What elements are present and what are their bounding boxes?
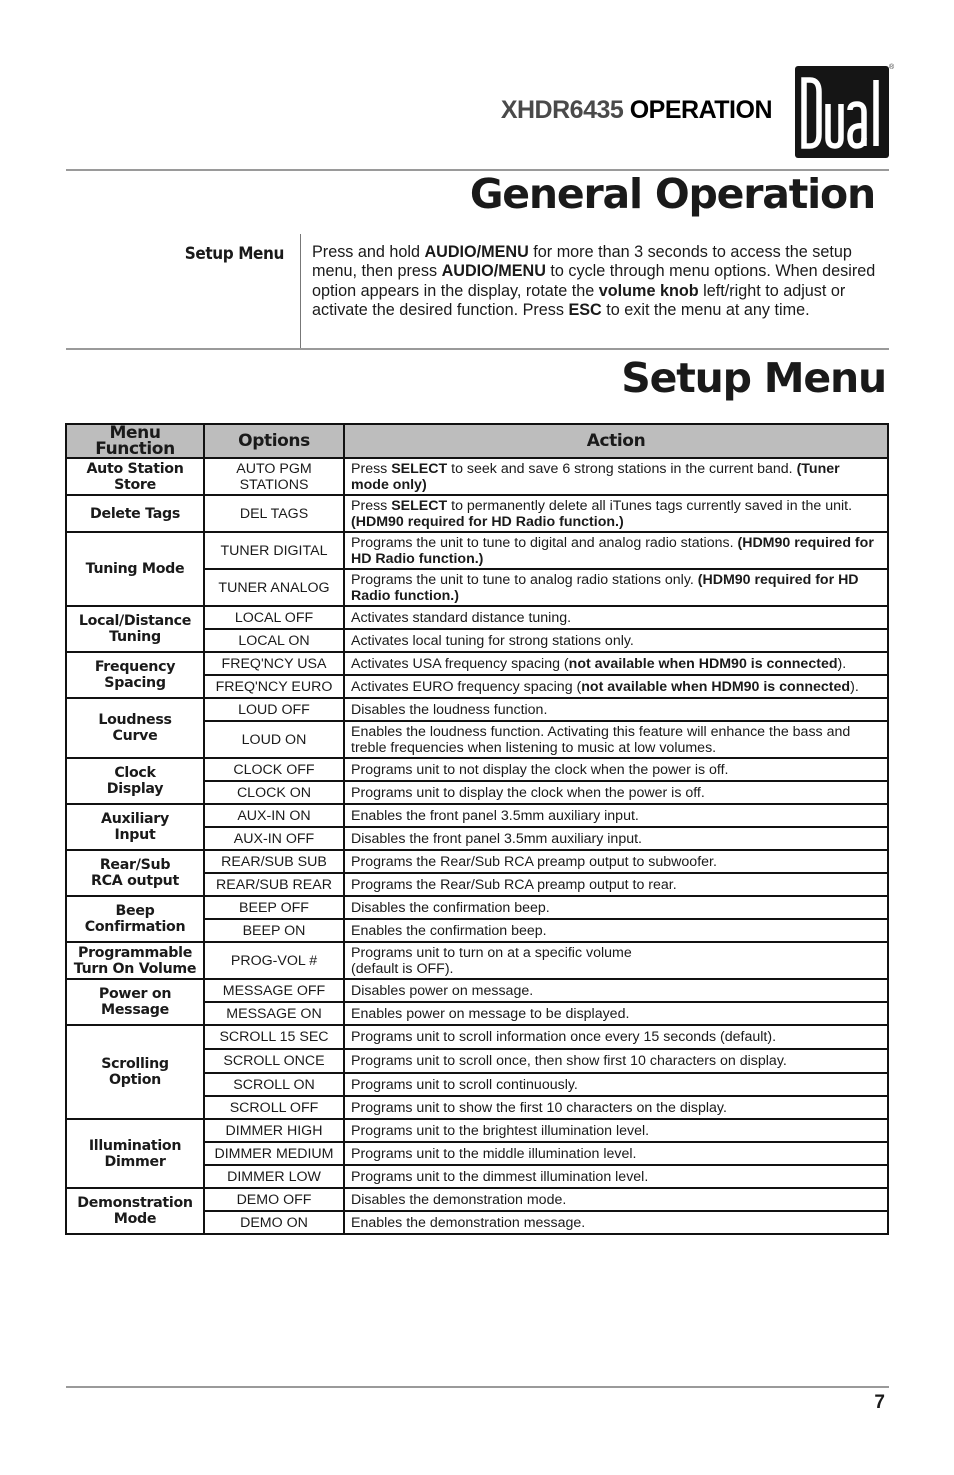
table-row: [66, 979, 888, 1002]
text-run: Enables the loudness function. Activating this feature will enhance the bass and treble frequencies when listening to music at low volumes.: [351, 723, 851, 756]
bold-text: (HDM90 required for HD Radio function.): [351, 571, 859, 604]
dual-logo: [795, 66, 889, 158]
text-run: Press: [351, 497, 392, 514]
table-row: [66, 1025, 888, 1049]
bold-text: volume knob: [598, 281, 699, 300]
menu-function-label: Dimmer: [104, 1153, 166, 1170]
option-label: PROG-VOL #: [230, 952, 318, 969]
action-cell: [344, 781, 888, 804]
bold-text: (HDM90 required for HD Radio function.): [351, 513, 624, 530]
table-row: [66, 495, 888, 532]
option-cell: [204, 873, 344, 896]
action-cell: [344, 629, 888, 652]
option-cell: [204, 979, 344, 1002]
model-number: XHDR6435: [500, 96, 624, 124]
bold-text: AUDIO/MENU: [441, 262, 546, 281]
option-label: BEEP OFF: [239, 899, 309, 916]
menu-function-cell: [66, 850, 204, 896]
option-cell: [204, 495, 344, 532]
table-row: [66, 758, 888, 781]
menu-function-cell: [66, 1119, 204, 1188]
text-run: Activates EURO frequency spacing (: [351, 678, 582, 695]
table-header-row: [66, 424, 888, 458]
text-run: Enables the confirmation beep.: [351, 922, 547, 939]
option-cell: [204, 532, 344, 569]
menu-function-cell: [66, 532, 204, 606]
menu-function-cell: [66, 758, 204, 804]
option-label: AUX-IN ON: [237, 807, 311, 824]
action-cell: [344, 896, 888, 919]
bold-text: not available when HDM90 is connected: [581, 678, 851, 695]
text-run: Programs unit to the brightest illumination level.: [351, 1122, 650, 1139]
action-cell: [344, 1165, 888, 1188]
table-row: [66, 1119, 888, 1142]
text-run: Disables the loudness function.: [351, 701, 548, 718]
menu-function-label: Demonstration: [77, 1195, 193, 1211]
option-label: MESSAGE ON: [226, 1005, 322, 1022]
option-cell: [204, 1073, 344, 1096]
option-cell: [204, 850, 344, 873]
menu-function-label: Curve: [112, 728, 158, 744]
option-cell: [204, 698, 344, 721]
menu-function-label: Tuning: [109, 629, 161, 645]
text-run: Programs the unit to tune to analog radio stations only.: [351, 571, 698, 588]
action-cell: [344, 804, 888, 827]
option-label: DIMMER LOW: [227, 1168, 321, 1185]
option-cell: [204, 781, 344, 804]
text-run: Programs unit to scroll continuously.: [351, 1076, 578, 1093]
footer-rule: [66, 1386, 889, 1388]
action-cell: [344, 919, 888, 942]
bold-text: ESC: [568, 301, 602, 320]
menu-function-label: Scrolling: [101, 1056, 169, 1072]
text-run: to cycle through menu options. When desired option appears in the display, rotate the: [312, 262, 876, 300]
text-run: Enables the front panel 3.5mm auxiliary input.: [351, 807, 639, 824]
option-label: DIMMER HIGH: [225, 1122, 323, 1139]
option-cell: [204, 629, 344, 652]
menu-function-cell: [66, 606, 204, 652]
table-row: [66, 804, 888, 827]
general-operation-title: General Operation: [469, 170, 875, 218]
option-cell: [204, 896, 344, 919]
table-row: [66, 698, 888, 721]
text-run: Disables the confirmation beep.: [351, 899, 550, 916]
text-run: Press: [351, 460, 392, 477]
option-cell: [204, 569, 344, 606]
table-row: [66, 942, 888, 979]
action-cell: [344, 979, 888, 1002]
option-label: AUX-IN OFF: [233, 830, 315, 847]
option-label: BEEP ON: [242, 922, 306, 939]
menu-function-label: Spacing: [104, 675, 166, 691]
text-run: to seek and save 6 strong stations in the current band.: [447, 460, 797, 477]
action-cell: [344, 850, 888, 873]
text-run: Programs unit to scroll information once every 15 seconds (default).: [351, 1029, 777, 1045]
intro-divider: [300, 234, 301, 348]
option-cell: [204, 1188, 344, 1211]
page-number: 7: [874, 1392, 885, 1413]
intro-rule: [66, 348, 889, 350]
action-cell: [344, 1096, 888, 1119]
menu-function-cell: [66, 804, 204, 850]
menu-function-label: Illumination: [88, 1137, 182, 1154]
text-run: Press and hold: [312, 243, 425, 261]
text-run: (default is OFF).: [351, 960, 454, 977]
option-cell: [204, 758, 344, 781]
header-options: Options: [204, 424, 344, 458]
intro-label: Setup Menu: [184, 244, 284, 264]
menu-function-cell: [66, 458, 204, 495]
table-row: [66, 850, 888, 873]
bold-text: (HDM90 required for HD Radio function.): [351, 534, 874, 567]
option-label: SCROLL OFF: [229, 1099, 319, 1116]
text-run: Programs unit to turn on at a specific volume: [351, 944, 632, 961]
option-label: DEMO ON: [240, 1214, 308, 1231]
action-cell: [344, 1002, 888, 1025]
option-cell: [204, 1096, 344, 1119]
action-cell: [344, 698, 888, 721]
text-run: ).: [850, 678, 859, 695]
option-cell: [204, 1119, 344, 1142]
option-label: FREQ'NCY EURO: [215, 678, 333, 695]
menu-function-label: Display: [106, 781, 164, 797]
bold-text: (Tuner mode only): [351, 460, 840, 493]
text-run: Disables the demonstration mode.: [351, 1191, 567, 1208]
action-cell: [344, 1119, 888, 1142]
option-cell: [204, 919, 344, 942]
menu-function-label: Input: [114, 827, 156, 843]
option-label: TUNER ANALOG: [218, 579, 330, 596]
bold-text: SELECT: [391, 460, 448, 477]
text-run: Enables power on message to be displayed.: [351, 1005, 630, 1022]
action-cell: [344, 652, 888, 675]
option-label: LOCAL ON: [238, 632, 310, 649]
header-action: Action: [344, 424, 888, 458]
text-run: Programs unit to not display the clock when the power is off.: [351, 761, 729, 778]
option-cell: [204, 827, 344, 850]
option-cell: [204, 606, 344, 629]
action-cell: [344, 1211, 888, 1234]
action-cell: [344, 1188, 888, 1211]
text-run: Programs unit to the dimmest illumination level.: [351, 1168, 649, 1185]
menu-function-cell: [66, 1025, 204, 1119]
option-cell: [204, 1165, 344, 1188]
table-row: [66, 896, 888, 919]
menu-function-cell: [66, 495, 204, 532]
text-run: Programs unit to the middle illumination level.: [351, 1145, 637, 1162]
option-label: STATIONS: [239, 476, 309, 493]
text-run: Disables the front panel 3.5mm auxiliary input.: [351, 830, 642, 847]
option-label: AUTO PGM: [236, 460, 312, 477]
menu-function-cell: [66, 698, 204, 758]
action-cell: [344, 675, 888, 698]
text-run: left/right to adjust or activate the desired function. Press: [312, 281, 846, 320]
menu-function-label: Rear/Sub: [99, 857, 171, 873]
option-label: SCROLL ON: [233, 1076, 315, 1093]
action-cell: [344, 1049, 888, 1073]
table-body: [66, 458, 888, 1234]
option-label: REAR/SUB SUB: [221, 853, 327, 870]
menu-function-label: Clock: [114, 765, 156, 781]
menu-function-cell: [66, 652, 204, 698]
text-run: Programs the Rear/Sub RCA preamp output to subwoofer.: [351, 853, 717, 870]
option-cell: [204, 675, 344, 698]
menu-function-label: Loudness: [98, 712, 172, 728]
action-cell: [344, 606, 888, 629]
menu-function-label: Option: [109, 1072, 161, 1088]
text-run: to permanently delete all iTunes tags currently saved in the unit.: [447, 497, 853, 514]
bold-text: SELECT: [391, 497, 448, 514]
menu-function-label: Confirmation: [84, 919, 186, 935]
bold-text: AUDIO/MENU: [424, 243, 529, 261]
option-label: REAR/SUB REAR: [216, 876, 332, 893]
menu-function-label: Mode: [113, 1211, 157, 1227]
registered-mark: ®: [889, 64, 895, 71]
table-row: [66, 652, 888, 675]
option-cell: [204, 1049, 344, 1073]
action-cell: [344, 942, 888, 979]
text-run: Programs the Rear/Sub RCA preamp output to rear.: [351, 876, 677, 893]
option-label: MESSAGE OFF: [222, 982, 326, 999]
intro-text: [312, 243, 882, 321]
option-cell: [204, 652, 344, 675]
option-label: FREQ'NCY USA: [221, 655, 327, 672]
option-cell: [204, 458, 344, 495]
menu-function-cell: [66, 896, 204, 942]
action-cell: [344, 495, 888, 532]
action-cell: [344, 569, 888, 606]
menu-function-cell: [66, 1188, 204, 1234]
text-run: Activates USA frequency spacing (: [351, 655, 569, 672]
option-label: LOUD ON: [241, 731, 307, 748]
table-row: [66, 606, 888, 629]
option-cell: [204, 1002, 344, 1025]
option-label: TUNER DIGITAL: [220, 542, 328, 559]
option-cell: [204, 1142, 344, 1165]
menu-function-cell: [66, 942, 204, 979]
menu-function-label: Power on: [98, 986, 172, 1002]
option-label: DEMO OFF: [236, 1191, 312, 1208]
operation-label: OPERATION: [629, 96, 772, 124]
action-cell: [344, 873, 888, 896]
menu-function-label: Tuning Mode: [85, 561, 185, 577]
menu-function-label: Store: [114, 476, 156, 493]
menu-function-label: RCA output: [91, 873, 179, 889]
action-cell: [344, 1142, 888, 1165]
menu-function-label: Frequency: [94, 659, 176, 675]
menu-function-label: Message: [101, 1002, 169, 1018]
action-cell: [344, 721, 888, 758]
text-run: Programs unit to scroll once, then show first 10 characters on display.: [351, 1053, 787, 1069]
option-cell: [204, 1211, 344, 1234]
menu-function-label: Delete Tags: [90, 505, 180, 522]
bold-text: not available when HDM90 is connected: [568, 655, 838, 672]
option-cell: [204, 804, 344, 827]
menu-function-cell: [66, 979, 204, 1025]
text-run: Enables the demonstration message.: [351, 1214, 586, 1231]
action-cell: [344, 458, 888, 495]
menu-function-label: Turn On Volume: [73, 960, 197, 977]
text-run: for more than 3 seconds to access the setup menu, then press: [312, 243, 852, 281]
action-cell: [344, 1025, 888, 1049]
option-label: SCROLL ONCE: [223, 1053, 325, 1069]
text-run: Programs the unit to tune to digital and analog radio stations.: [351, 534, 738, 551]
action-cell: [344, 827, 888, 850]
text-run: Programs unit to display the clock when the power is off.: [351, 784, 705, 801]
header-menu-function: Menu Function: [66, 424, 204, 458]
option-label: CLOCK ON: [236, 784, 312, 801]
setup-menu-title: Setup Menu: [621, 354, 886, 402]
option-cell: [204, 721, 344, 758]
option-label: DIMMER MEDIUM: [214, 1145, 334, 1162]
header-title: [501, 96, 772, 125]
option-cell: [204, 942, 344, 979]
table-row: [66, 458, 888, 495]
text-run: Activates local tuning for strong stations only.: [351, 632, 634, 649]
table-row: [66, 532, 888, 569]
text-run: Programs unit to show the first 10 characters on the display.: [351, 1099, 727, 1116]
text-run: to exit the menu at any time.: [601, 301, 810, 320]
setup-menu-table: [65, 423, 889, 1235]
option-label: SCROLL 15 SEC: [219, 1029, 329, 1045]
option-label: CLOCK OFF: [233, 761, 315, 778]
option-label: DEL TAGS: [239, 505, 309, 522]
text-run: ).: [837, 655, 847, 672]
menu-function-label: Beep: [115, 903, 155, 919]
menu-function-label: Auxiliary: [101, 811, 169, 827]
action-cell: [344, 1073, 888, 1096]
action-cell: [344, 758, 888, 781]
menu-function-label: Auto Station: [86, 460, 184, 477]
option-cell: [204, 1025, 344, 1049]
menu-function-label: Programmable: [77, 944, 193, 961]
table-row: [66, 1188, 888, 1211]
option-label: LOCAL OFF: [234, 609, 314, 626]
text-run: Disables power on message.: [351, 982, 534, 999]
text-run: Activates standard distance tuning.: [351, 609, 572, 626]
option-label: LOUD OFF: [238, 701, 310, 718]
action-cell: [344, 532, 888, 569]
menu-function-label: Local/Distance: [78, 613, 192, 629]
